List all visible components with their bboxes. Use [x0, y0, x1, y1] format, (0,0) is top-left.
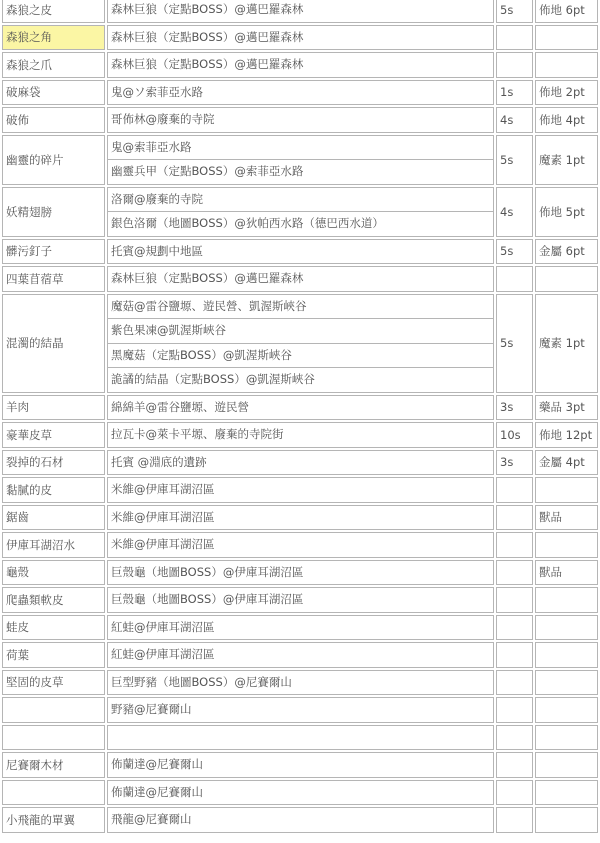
drop-source: 米維@伊庫耳湖沼區 [111, 509, 215, 524]
material-type-cell: 佈地 6pt [535, 0, 598, 23]
item-name-cell: 爬蟲類軟皮 [2, 587, 105, 613]
craft-time-cell [496, 587, 533, 613]
craft-time-cell [496, 752, 533, 778]
material-type-cell: 魔素 1pt [535, 135, 598, 185]
table-row [2, 587, 598, 613]
craft-time-cell: 5s [496, 294, 533, 393]
drop-source: 紅蛙@伊庫耳湖沼區 [111, 619, 215, 634]
drop-source-cell [107, 294, 494, 393]
item-name-cell: 妖精翅膀 [2, 187, 105, 237]
table-row [2, 780, 598, 806]
material-type-cell: 獸品 [535, 560, 598, 586]
drop-source-cell [107, 752, 494, 778]
table-row [2, 725, 598, 751]
material-type-cell: 佈地 4pt [535, 107, 598, 133]
item-name-cell: 荷葉 [2, 642, 105, 668]
table-row [2, 239, 598, 265]
table-row [2, 422, 598, 448]
drop-source-cell [107, 25, 494, 51]
drop-source-cell [107, 642, 494, 668]
craft-time-cell [496, 52, 533, 78]
table-row [2, 0, 598, 23]
item-name-cell: 髒污釘子 [2, 239, 105, 265]
table-row [2, 395, 598, 421]
table-row [2, 25, 598, 51]
craft-time-cell: 1s [496, 80, 533, 106]
craft-time-cell: 4s [496, 187, 533, 237]
craft-time-cell: 4s [496, 107, 533, 133]
drop-source-cell [107, 80, 494, 106]
drop-source-cell [107, 780, 494, 806]
table-row [2, 642, 598, 668]
item-name-cell: 鋸齒 [2, 505, 105, 531]
drop-source: 鬼@索菲亞水路 [111, 139, 192, 154]
item-name-cell: 幽靈的碎片 [2, 135, 105, 185]
craft-time-cell: 5s [496, 0, 533, 23]
material-type-cell [535, 587, 598, 613]
craft-time-cell [496, 615, 533, 641]
craft-time-cell: 5s [496, 239, 533, 265]
material-type-cell [535, 266, 598, 292]
drop-source [108, 726, 493, 750]
drop-source: 托賓@規劃中地區 [111, 243, 203, 258]
material-type-cell [535, 532, 598, 558]
table-row [2, 477, 598, 503]
table-row [2, 135, 598, 185]
craft-time-cell [496, 697, 533, 723]
craft-time-cell [496, 560, 533, 586]
item-name-cell: 堅固的皮草 [2, 670, 105, 696]
item-name-cell: 小飛龍的單翼 [2, 807, 105, 833]
drop-source: 洛爾@廢棄的寺院 [111, 191, 203, 206]
drop-source: 拉瓦卡@萊卡平塬、廢棄的寺院街 [111, 427, 284, 441]
drop-source-cell [107, 239, 494, 265]
item-drop-table-body [2, 0, 598, 833]
item-name-cell: 四葉苜蓿草 [2, 266, 105, 292]
table-row [2, 697, 598, 723]
craft-time-cell [496, 532, 533, 558]
drop-source-cell [107, 107, 494, 133]
table-row [2, 532, 598, 558]
drop-source: 綿綿羊@雷谷鹽塬、遊民營 [111, 399, 249, 414]
craft-time-cell: 5s [496, 135, 533, 185]
table-row [2, 505, 598, 531]
item-name-cell: 尼賽爾木材 [2, 752, 105, 778]
material-type-cell [535, 697, 598, 723]
drop-source: 森林巨狼（定點BOSS）@邁巴羅森林 [111, 29, 304, 44]
drop-source: 托賓 @淵底的遺跡 [111, 454, 207, 469]
table-row [2, 80, 598, 106]
table-row [2, 450, 598, 476]
drop-source-cell [107, 505, 494, 531]
drop-source: 魔菇@雷谷鹽塬、遊民營、凱渥斯峽谷 [111, 298, 307, 313]
material-type-cell [535, 807, 598, 833]
drop-source-cell [107, 615, 494, 641]
drop-source: 黑魔菇（定點BOSS）@凱渥斯峽谷 [108, 343, 493, 368]
item-name-cell: 豪華皮草 [2, 422, 105, 448]
material-type-cell: 金屬 6pt [535, 239, 598, 265]
material-type-cell [535, 670, 598, 696]
craft-time-cell: 10s [496, 422, 533, 448]
material-type-cell: 魔素 1pt [535, 294, 598, 393]
craft-time-cell [496, 780, 533, 806]
drop-source: 野豬@尼賽爾山 [111, 702, 192, 716]
drop-source: 米維@伊庫耳湖沼區 [111, 482, 215, 496]
drop-source-cell [107, 670, 494, 696]
drop-source: 詭譎的結晶（定點BOSS）@凱渥斯峽谷 [108, 367, 493, 392]
drop-source-cell [107, 187, 494, 237]
material-type-cell: 藥品 3pt [535, 395, 598, 421]
craft-time-cell [496, 725, 533, 751]
material-type-cell: 佈地 12pt [535, 422, 598, 448]
drop-source-cell [107, 587, 494, 613]
item-name-cell: 羊肉 [2, 395, 105, 421]
item-name-cell: 龜殼 [2, 560, 105, 586]
drop-source: 佈蘭達@尼賽爾山 [111, 757, 203, 771]
drop-source: 飛龍@尼賽爾山 [111, 812, 192, 826]
drop-source: 巨殼龜（地圖BOSS）@伊庫耳湖沼區 [111, 592, 304, 606]
material-type-cell: 佈地 5pt [535, 187, 598, 237]
drop-source-cell [107, 807, 494, 833]
table-row [2, 807, 598, 833]
material-type-cell [535, 52, 598, 78]
item-name-cell [2, 725, 105, 751]
craft-time-cell: 3s [496, 450, 533, 476]
material-type-cell: 佈地 2pt [535, 80, 598, 106]
item-name-cell: 伊庫耳湖沼水 [2, 532, 105, 558]
item-name-cell: 森狼之角 [2, 25, 105, 51]
drop-source: 巨殼龜（地圖BOSS）@伊庫耳湖沼區 [111, 564, 304, 579]
item-name-cell: 破麻袋 [2, 80, 105, 106]
material-type-cell [535, 725, 598, 751]
table-row [2, 107, 598, 133]
drop-source-cell [107, 560, 494, 586]
table-row [2, 294, 598, 393]
table-row [2, 670, 598, 696]
craft-time-cell [496, 642, 533, 668]
drop-source: 巨型野豬（地圖BOSS）@尼賽爾山 [111, 674, 292, 689]
drop-source: 紅蛙@伊庫耳湖沼區 [111, 647, 215, 661]
item-name-cell: 森狼之爪 [2, 52, 105, 78]
table-row [2, 266, 598, 292]
drop-source: 森林巨狼（定點BOSS）@邁巴羅森林 [111, 2, 304, 16]
table-row [2, 560, 598, 586]
drop-source: 鬼@ソ索菲亞水路 [111, 84, 203, 99]
drop-source: 森林巨狼（定點BOSS）@邁巴羅森林 [111, 271, 304, 285]
drop-source-cell [107, 52, 494, 78]
material-type-cell [535, 752, 598, 778]
item-name-cell: 破佈 [2, 107, 105, 133]
material-type-cell [535, 642, 598, 668]
craft-time-cell [496, 266, 533, 292]
drop-source: 森林巨狼（定點BOSS）@邁巴羅森林 [111, 57, 304, 71]
craft-time-cell [496, 670, 533, 696]
item-name-cell [2, 697, 105, 723]
table-row [2, 187, 598, 237]
craft-time-cell [496, 505, 533, 531]
material-type-cell [535, 25, 598, 51]
drop-source: 米維@伊庫耳湖沼區 [111, 537, 215, 551]
material-type-cell [535, 780, 598, 806]
drop-source: 幽靈兵甲（定點BOSS）@索菲亞水路 [108, 159, 493, 184]
craft-time-cell [496, 25, 533, 51]
table-row [2, 52, 598, 78]
drop-source-cell [107, 395, 494, 421]
drop-source-cell [107, 450, 494, 476]
item-name-cell: 黏膩的皮 [2, 477, 105, 503]
material-type-cell: 獸品 [535, 505, 598, 531]
drop-source-cell [107, 422, 494, 448]
craft-time-cell [496, 807, 533, 833]
drop-source-cell [107, 135, 494, 185]
table-row [2, 615, 598, 641]
drop-source: 紫色果凍@凱渥斯峽谷 [108, 318, 493, 343]
drop-source: 佈蘭達@尼賽爾山 [111, 784, 203, 799]
table-row [2, 752, 598, 778]
craft-time-cell [496, 477, 533, 503]
drop-source-cell [107, 477, 494, 503]
material-type-cell: 金屬 4pt [535, 450, 598, 476]
drop-source: 銀色洛爾（地圖BOSS）@狄帕西水路（德巴西水道） [108, 211, 493, 236]
material-type-cell [535, 477, 598, 503]
drop-source-cell [107, 266, 494, 292]
item-name-cell: 蛙皮 [2, 615, 105, 641]
drop-source-cell [107, 532, 494, 558]
item-name-cell: 森狼之皮 [2, 0, 105, 23]
item-name-cell: 裂掉的石材 [2, 450, 105, 476]
craft-time-cell: 3s [496, 395, 533, 421]
drop-source-cell [107, 725, 494, 751]
drop-source-cell [107, 697, 494, 723]
drop-source: 哥佈林@廢棄的寺院 [111, 112, 215, 126]
material-type-cell [535, 615, 598, 641]
item-name-cell: 混濁的結晶 [2, 294, 105, 393]
item-name-cell [2, 780, 105, 806]
drop-source-cell [107, 0, 494, 23]
